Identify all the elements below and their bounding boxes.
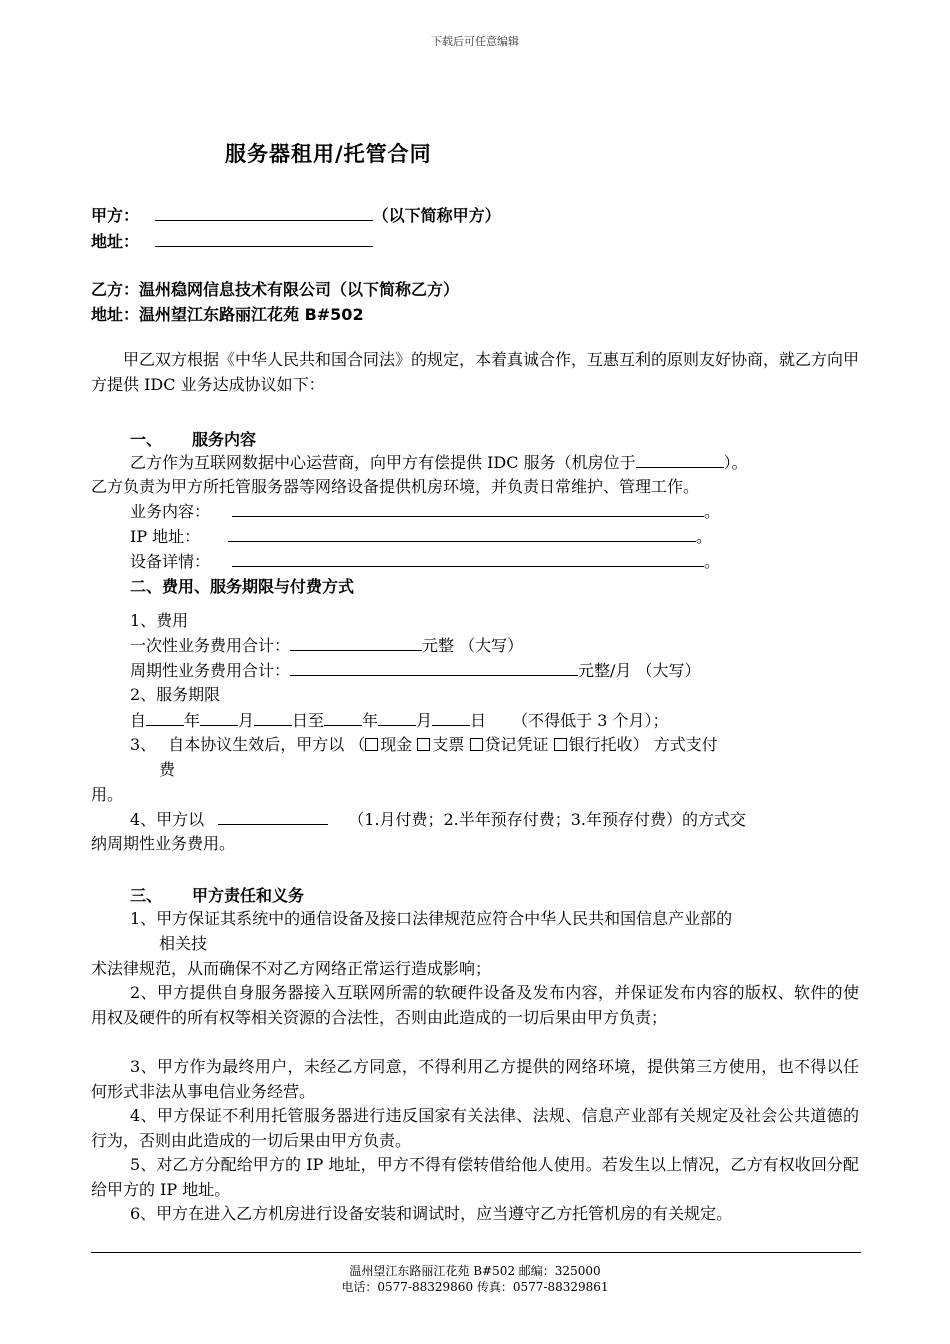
term-row [130, 708, 668, 733]
term-to-label: 日至 [292, 711, 325, 730]
section3-item4: 4、甲方保证不利用托管服务器进行违反国家有关法律、法规、信息产业部有关规定及社会公共道德的行为，否则由此造成的一切后果由甲方负责。 [91, 1106, 859, 1150]
datacenter-location-field[interactable] [636, 450, 724, 468]
checkbox-check[interactable] [417, 738, 430, 751]
party-a-label: 甲方： [91, 206, 140, 225]
option-cash-label: 现金 [380, 735, 413, 754]
device-details-row [130, 549, 720, 574]
one-time-fee-label: 一次性业务费用合计： [130, 636, 291, 655]
page-title: 服务器租用/托管合同 [225, 142, 432, 166]
business-content-label: 业务内容： [130, 502, 211, 521]
section1-line1-end: ）。 [723, 453, 748, 472]
party-b-address: 地址：温州望江东路丽江花苑 B#502 [91, 305, 364, 324]
section1-line1-text: 乙方作为互联网数据中心运营商，向甲方有偿提供 IDC 服务（机房位于 [130, 453, 636, 472]
section1-line1 [130, 450, 748, 475]
party-a-address-field[interactable] [155, 229, 373, 247]
periodic-fee-suffix: 元整/月 （大写） [578, 661, 701, 680]
party-a-suffix: （以下简称甲方） [372, 206, 501, 225]
business-content-field[interactable] [232, 499, 704, 517]
term-end-month-field[interactable] [378, 708, 416, 726]
device-details-field[interactable] [232, 549, 704, 567]
section1-heading [130, 427, 256, 450]
ip-address-end: 。 [696, 527, 713, 546]
section1-title: 服务内容 [192, 430, 257, 449]
payment-item-number: 3、 [130, 735, 157, 754]
payment-cycle-options: （1.月付费；2.半年预存付费；3.年预存付费）的方式交 [348, 810, 746, 829]
term-start-month-field[interactable] [200, 708, 238, 726]
section3-item1-line3: 术法律规范，从而确保不对乙方网络正常运行造成影响； [91, 959, 492, 978]
header-note: 下载后可任意编辑 [431, 35, 519, 48]
periodic-fee-field[interactable] [290, 658, 578, 676]
party-a-address-label: 地址： [91, 232, 140, 251]
term-from-label: 自 [130, 711, 147, 730]
one-time-fee-field[interactable] [290, 633, 422, 651]
section2-heading: 二、费用、服务期限与付费方式 [130, 577, 355, 596]
section3-number: 三、 [130, 886, 163, 905]
periodic-fee-label: 周期性业务费用合计： [130, 661, 291, 680]
payment-method-row [130, 733, 718, 757]
term-end-month-label: 月 [416, 711, 433, 730]
party-b-line: 乙方：温州稳网信息技术有限公司（以下简称乙方） [91, 280, 460, 299]
ip-address-row [130, 524, 712, 549]
payment-method-close: ） 方式支付 [632, 735, 718, 754]
one-time-fee-suffix: 元整 （大写） [422, 636, 524, 655]
device-details-label: 设备详情： [130, 552, 211, 571]
term-start-year-field[interactable] [146, 708, 184, 726]
payment-wrap-2: 用。 [91, 785, 124, 804]
section1-line2: 乙方负责为甲方所托管服务器等网络设备提供机房环境，并负责日常维护、管理工作。 [91, 477, 700, 496]
option-bank-collection-label: 银行托收 [568, 735, 633, 754]
section1-number: 一、 [130, 430, 163, 449]
section3-item5: 5、对乙方分配给甲方的 IP 地址，甲方不得有偿转借给他人使用。若发生以上情况，乙方有权收回分配给甲方的 IP 地址。 [91, 1155, 859, 1199]
term-start-month-label: 月 [238, 711, 255, 730]
footer-contact: 电话：0577-88329860 传真：0577-88329861 [341, 1280, 609, 1294]
term-end-year-label: 年 [362, 711, 379, 730]
section3-item1-line1: 1、甲方保证其系统中的通信设备及接口法律规范应符合中华人民共和国信息产业部的 [130, 909, 733, 928]
checkbox-cash[interactable] [365, 738, 378, 751]
device-details-end: 。 [704, 552, 721, 571]
periodic-fee-row [130, 658, 701, 683]
checkbox-credit-voucher[interactable] [470, 738, 483, 751]
term-start-day-field[interactable] [254, 708, 292, 726]
term-heading: 2、服务期限 [130, 685, 221, 704]
option-check-label: 支票 [432, 735, 465, 754]
party-a-name-field[interactable] [155, 203, 373, 221]
payment-cycle-label: 4、甲方以 [130, 810, 205, 829]
party-a-line [91, 203, 501, 226]
section3-heading [130, 883, 304, 906]
section3-item2: 2、甲方提供自身服务器接入互联网所需的软硬件设备及发布内容，并保证发布内容的版权、软件的使用权及硬件的所有权等相关资源的合法性，否则由此造成的一切后果由甲方负责； [91, 983, 859, 1027]
payment-wrap-1: 费 [159, 760, 176, 779]
section3-item3: 3、甲方作为最终用户，未经乙方同意，不得利用乙方提供的网络环境，提供第三方使用，也不得以任何形式非法从事电信业务经营。 [91, 1057, 859, 1101]
fee-heading: 1、费用 [130, 611, 189, 630]
term-note: （不得低于 3 个月）； [512, 711, 669, 730]
one-time-fee-row [130, 633, 523, 658]
footer-divider [91, 1252, 861, 1253]
payment-cycle-row [130, 807, 746, 832]
party-a-address-line [91, 229, 373, 252]
section3-title: 甲方责任和义务 [192, 886, 305, 905]
business-content-row [130, 499, 720, 524]
section3-item1-line2: 相关技 [159, 934, 208, 953]
ip-address-field[interactable] [228, 524, 696, 542]
term-end-day-field[interactable] [432, 708, 470, 726]
payment-method-text: 自本协议生效后，甲方以 （ [168, 735, 366, 754]
option-credit-voucher-label: 贷记凭证 [484, 735, 549, 754]
section3-item6: 6、甲方在进入乙方机房进行设备安装和调试时，应当遵守乙方托管机房的有关规定。 [130, 1204, 733, 1223]
checkbox-bank-collection[interactable] [554, 738, 567, 751]
term-end-day-label: 日 [470, 711, 487, 730]
payment-cycle-wrap: 纳周期性业务费用。 [91, 834, 236, 853]
footer-address: 温州望江东路丽江花苑 B#502 邮编：325000 [349, 1264, 601, 1278]
intro-paragraph: 甲乙双方根据《中华人民共和国合同法》的规定，本着真诚合作，互惠互利的原则友好协商，就乙方向甲方提供 IDC 业务达成协议如下： [91, 350, 860, 394]
term-start-year-label: 年 [184, 711, 201, 730]
term-end-year-field[interactable] [324, 708, 362, 726]
business-content-end: 。 [704, 502, 721, 521]
payment-cycle-field[interactable] [218, 807, 328, 825]
ip-address-label: IP 地址： [130, 527, 201, 546]
